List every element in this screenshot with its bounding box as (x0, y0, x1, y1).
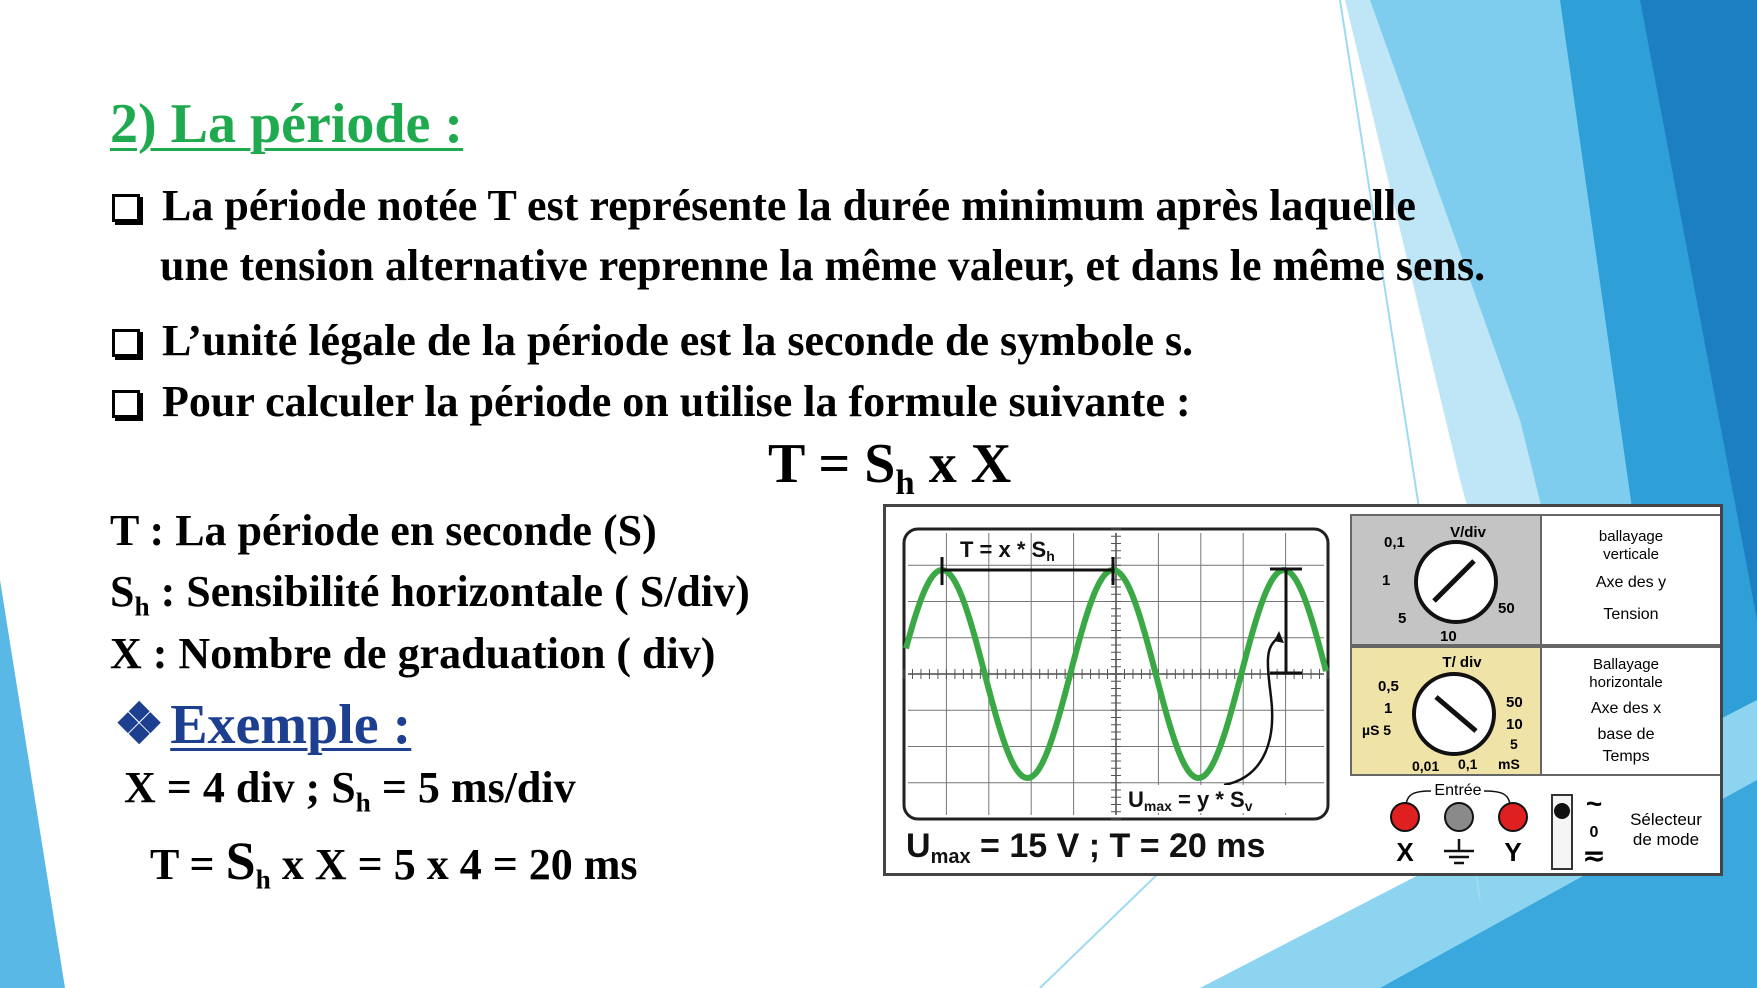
unit-line (112, 315, 1193, 366)
ground-jack (1445, 803, 1473, 831)
svg-text:Entrée: Entrée (1434, 782, 1482, 799)
svg-text:1: 1 (1382, 572, 1391, 589)
svg-text:10: 10 (1440, 628, 1457, 645)
ac-mode-icon: ~ (1585, 788, 1603, 819)
svg-text:5: 5 (1398, 610, 1407, 627)
svg-text:0: 0 (1589, 824, 1599, 841)
svg-text:T = x * Sh: T = x * Sh (960, 537, 1055, 564)
svg-text:0,1: 0,1 (1458, 756, 1478, 772)
svg-text:base de: base de (1597, 726, 1655, 743)
svg-text:T/ div: T/ div (1442, 654, 1482, 671)
svg-text:verticale: verticale (1603, 546, 1659, 563)
svg-text:mS: mS (1498, 756, 1520, 772)
ground-icon (1444, 839, 1474, 863)
example-line-2: $T = S_h$ x X = 5 x 4 = 20 ms (150, 831, 638, 895)
svg-text:Sélecteur: Sélecteur (1630, 810, 1702, 829)
legend-t: T : La période en seconde (S) (110, 506, 657, 555)
period-label: T = x * S (960, 537, 1047, 562)
svg-text:5: 5 (1510, 736, 1518, 752)
svg-text:horizontale: horizontale (1589, 674, 1663, 691)
example-line-1: X = 4 div ; $S_h = 5$ ms/div (124, 763, 576, 818)
svg-text:V/div: V/div (1450, 524, 1486, 541)
definition-line-1 (112, 180, 1416, 231)
umax-label: U (1128, 787, 1144, 812)
svg-text:1: 1 (1384, 700, 1393, 717)
legend-x: X : Nombre de graduation ( div) (110, 629, 716, 678)
diamond-bullet-icon: ❖ (114, 694, 165, 756)
svg-text:Temps: Temps (1602, 748, 1650, 765)
checkbox-bullet-icon (112, 194, 140, 222)
svg-text:50: 50 (1506, 694, 1523, 711)
svg-text:ballayage: ballayage (1598, 528, 1664, 545)
period-formula: $T = S_h$ x X (768, 433, 1012, 503)
section-title: 2) La période : (110, 93, 464, 155)
svg-text:10: 10 (1506, 716, 1523, 733)
svg-text:Axe des y: Axe des y (1595, 574, 1667, 591)
svg-text:50: 50 (1498, 600, 1515, 617)
svg-text:Axe des x: Axe des x (1590, 700, 1662, 717)
acdc-mode-icon: ≂ (1582, 840, 1606, 871)
svg-text:0,5: 0,5 (1378, 678, 1399, 695)
formula-intro-line (112, 376, 1191, 427)
checkbox-bullet-icon (112, 329, 140, 357)
unit-text: L’unité légale de la période est la seconde de symbole s. (162, 316, 1194, 365)
legend-sh: $S_h$ : Sensibilité horizontale ( S/div) (110, 567, 750, 622)
svg-text:0,01: 0,01 (1412, 758, 1440, 774)
checkbox-bullet-icon (112, 390, 140, 418)
svg-text:de mode: de mode (1632, 830, 1700, 849)
definition-line-2: une tension alternative reprenne la même valeur, et dans le même sens. (160, 241, 1486, 290)
example-heading: ❖ Exemple : (114, 694, 412, 756)
input-y-jack (1499, 803, 1527, 831)
input-x-jack (1391, 803, 1419, 831)
svg-text:X: X (1396, 837, 1414, 867)
result-line: Umax = 15 V ; T = 20 ms (906, 827, 1266, 868)
svg-text:0,1: 0,1 (1384, 534, 1405, 551)
definition-text-1: La période notée T est représente la durée minimum après laquelle (162, 181, 1416, 230)
formula-intro-text: Pour calculer la période on utilise la formule suivante : (162, 377, 1191, 426)
svg-text:Ballayage: Ballayage (1593, 656, 1659, 673)
svg-text:Tension: Tension (1603, 606, 1659, 623)
svg-text:Umax = y * Sv: Umax = y * Sv (1128, 787, 1253, 814)
oscilloscope-figure (883, 504, 1723, 876)
svg-text:Y: Y (1504, 837, 1522, 867)
svg-text:µS 5: µS 5 (1362, 722, 1392, 738)
